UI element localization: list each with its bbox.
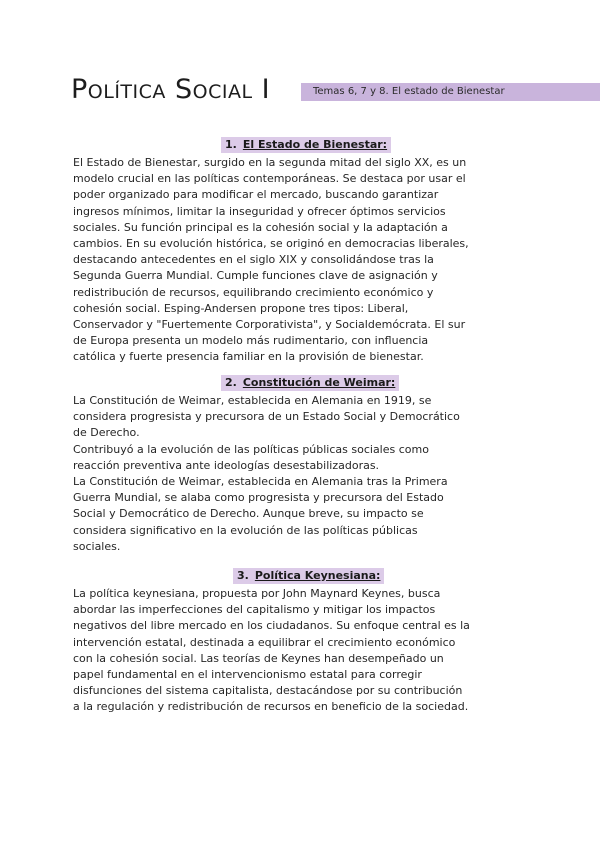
body-line: modelo crucial en las políticas contemporáneas. Se destaca por usar el [73, 172, 466, 186]
section-body-2 [73, 393, 538, 555]
body-line: de Derecho. [73, 426, 140, 440]
body-line: a la regulación y redistribución de recursos en beneficio de la sociedad. [73, 700, 469, 714]
body-line: poder organizado para modificar el mercado, buscando garantizar [73, 188, 439, 202]
section-body-3 [73, 586, 538, 716]
body-line: papel fundamental en el intervencionismo estatal para corregir [73, 668, 422, 682]
body-line: abordar las imperfecciones del capitalismo y mitigar los impactos [73, 603, 436, 617]
body-line: destacando antecedentes en el siglo XIX y consolidándose tras la [73, 253, 434, 267]
body-line: Guerra Mundial, se alaba como progresista y precursora del Estado [73, 491, 444, 505]
section-number: 3. [237, 569, 249, 582]
section-number: 1. [225, 138, 237, 151]
section-number: 2. [225, 376, 237, 389]
body-line: La Constitución de Weimar, establecida en Alemania tras la Primera [73, 475, 448, 489]
body-line: católica y fuerte presencia familiar en la provisión de bienestar. [73, 350, 424, 364]
body-line: La Constitución de Weimar, establecida en Alemania en 1919, se [73, 394, 432, 407]
body-line: cambios. En su evolución histórica, se originó en democracias liberales, [73, 237, 469, 251]
topic-subtitle: Temas 6, 7 y 8. El estado de Bienestar [313, 86, 505, 97]
body-line: Contribuyó a la evolución de las políticas públicas sociales como [73, 442, 429, 456]
page-title: Política Social I [71, 74, 271, 105]
body-line: ingresos mínimos, limitar la inseguridad y ofrecer óptimos servicios [73, 204, 446, 218]
body-line: de Europa presenta un modelo más rudimentario, con influencia [73, 334, 429, 348]
section-heading-2 [221, 375, 399, 391]
section-heading-text: Constitución de Weimar: [242, 376, 396, 389]
section-heading-1 [221, 137, 391, 153]
body-line: Conservador y "Fuertemente Corporativista", y Socialdemócrata. El sur [73, 318, 466, 332]
section-body-1 [73, 155, 538, 366]
body-line: disfunciones del sistema capitalista, destacándose por su contribución [73, 684, 463, 698]
body-line: cohesión social. Esping-Andersen propone tres tipos: Liberal, [73, 301, 409, 315]
section-heading-3 [233, 568, 384, 584]
body-line: con la cohesión social. Las teorías de Keynes han desempeñado un [73, 651, 444, 665]
body-line: sociales. [73, 539, 121, 553]
section-heading-text: Política Keynesiana: [254, 569, 381, 582]
body-line: considera progresista y precursora de un Estado Social y Democrático [73, 410, 460, 424]
body-line: considera significativo en la evolución de las políticas públicas [73, 523, 418, 537]
body-line: redistribución de recursos, equilibrando crecimiento económico y [73, 285, 434, 299]
body-line: intervención estatal, destinada a equilibrar el crecimiento económico [73, 635, 456, 649]
body-line: sociales. Su función principal es la cohesión social y la adaptación a [73, 220, 448, 234]
body-line: El Estado de Bienestar, surgido en la segunda mitad del siglo XX, es un [73, 156, 467, 169]
body-line: Segunda Guerra Mundial. Cumple funciones clave de asignación y [73, 269, 438, 283]
body-line: Social y Democrático de Derecho. Aunque breve, su impacto se [73, 507, 424, 521]
body-line: negativos del libre mercado en los ciudadanos. Su enfoque central es la [73, 619, 470, 633]
section-heading-text: El Estado de Bienestar: [242, 138, 388, 151]
body-line: La política keynesiana, propuesta por John Maynard Keynes, busca [73, 587, 441, 600]
body-line: reacción preventiva ante ideologías desestabilizadoras. [73, 458, 380, 472]
